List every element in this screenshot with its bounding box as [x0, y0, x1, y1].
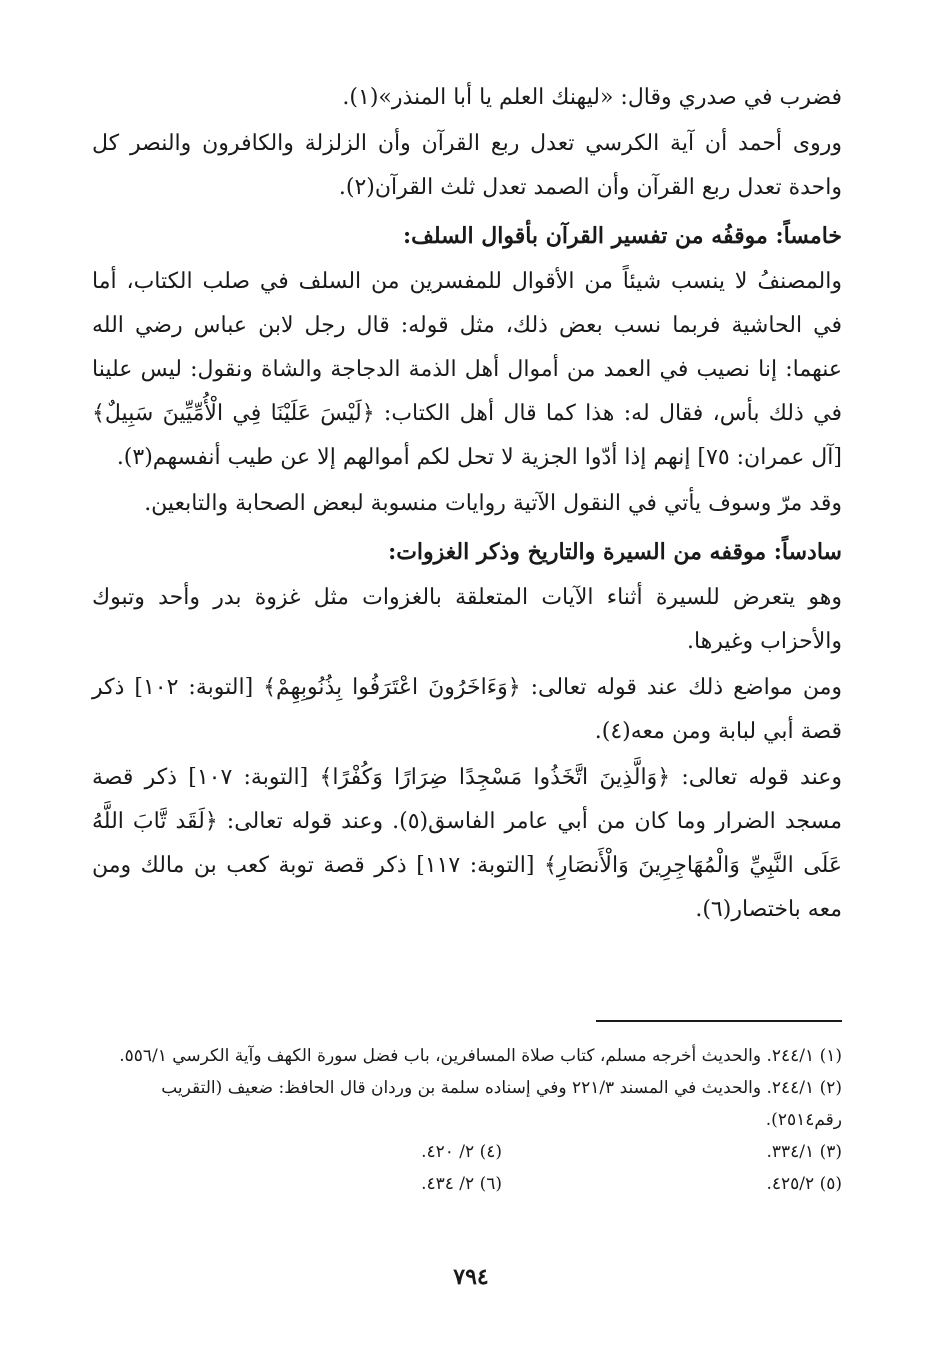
paragraph-6: ومن مواضع ذلك عند قوله تعالى: ﴿وَءَاخَرُونَ اعْتَرَفُوا بِذُنُوبِهِمْ﴾ [التوبة: ١٠٢] ذكر قصة أبي لبابة ومن معه(٤). — [92, 675, 842, 744]
page-number: ٧٩٤ — [453, 1264, 489, 1290]
paragraph-2: وروى أحمد أن آية الكرسي تعدل ربع القرآن وأن الزلزلة والكافرون والنصر كل واحدة تعدل ربع القرآن وأن الصمد تعدل ثلث القرآن(٢). — [92, 131, 842, 200]
paragraph-1: فضرب في صدري وقال: «ليهنك العلم يا أبا المنذر»(١). — [342, 85, 842, 110]
paragraph-5: وهو يتعرض للسيرة أثناء الآيات المتعلقة بالغزوات مثل غزوة بدر وأحد وتبوك والأحزاب وغيرها. — [92, 585, 842, 654]
footnote-2: (٢) ٢٤٤/١. والحديث في المسند ٢٢١/٣ وفي إسناده سلمة بن وردان قال الحافظ: ضعيف (التقريب رقم٢٥١٤). — [161, 1078, 842, 1130]
paragraph-3: والمصنفُ لا ينسب شيئاً من الأقوال للمفسرين من السلف في صلب الكتاب، أما في الحاشية فربما نسب بعض ذلك، مثل قوله: قال رجل لابن عباس رضي الله عنهما: إنا نصيب في العمد من أموال أهل الذمة الدجاجة والشاة ونقول: ليس علينا في ذلك بأس، فقال له: هذا كما قال أهل الكتاب: ﴿لَيْسَ عَلَيْنَا فِي الْأُمِّيِّينَ سَبِيلٌ﴾ [آل عمران: ٧٥] إنهم إذا أدّوا الجزية لا تحل لكم أموالهم إلا عن طيب أنفسهم(٣). — [92, 269, 842, 470]
main-text — [92, 76, 842, 934]
footnote-row-5-6 — [92, 1168, 842, 1200]
footnote-5: (٥) ٤٢٥/٢. — [766, 1174, 842, 1194]
footnote-row-3-4 — [92, 1136, 842, 1168]
footnote-3: (٣) ٣٣٤/١. — [766, 1142, 842, 1162]
paragraph-7: وعند قوله تعالى: ﴿وَالَّذِينَ اتَّخَذُوا مَسْجِدًا ضِرَارًا وَكُفْرًا﴾ [التوبة: ١٠٧] ذكر قصة مسجد الضرار وما كان من أبي عامر الفاسق(٥). وعند قوله تعالى: ﴿لَقَد تَّابَ اللَّهُ عَلَى النَّبِيِّ وَالْمُهَاجِرِينَ وَالْأَنصَارِ﴾ [التوبة: ١١٧] ذكر قصة توبة كعب بن مالك ومن معه باختصار(٦). — [92, 765, 843, 922]
footnote-6: (٦) ٢/ ٤٣٤. — [421, 1174, 502, 1194]
section-heading-6: سادساً: موقفه من السيرة والتاريخ وذكر الغزوات: — [388, 539, 842, 565]
footnote-1: (١) ٢٤٤/١. والحديث أخرجه مسلم، كتاب صلاة المسافرين، باب فضل سورة الكهف وآية الكرسي ٥٥٦/١. — [119, 1046, 842, 1066]
footnote-4: (٤) ٢/ ٤٢٠. — [421, 1142, 502, 1162]
footnotes — [92, 1040, 842, 1200]
section-heading-5: خامساً: موقفُه من تفسير القرآن بأقوال السلف: — [402, 223, 842, 249]
footnote-divider — [596, 1020, 842, 1022]
paragraph-4: وقد مرّ وسوف يأتي في النقول الآتية روايات منسوبة لبعض الصحابة والتابعين. — [144, 491, 842, 516]
